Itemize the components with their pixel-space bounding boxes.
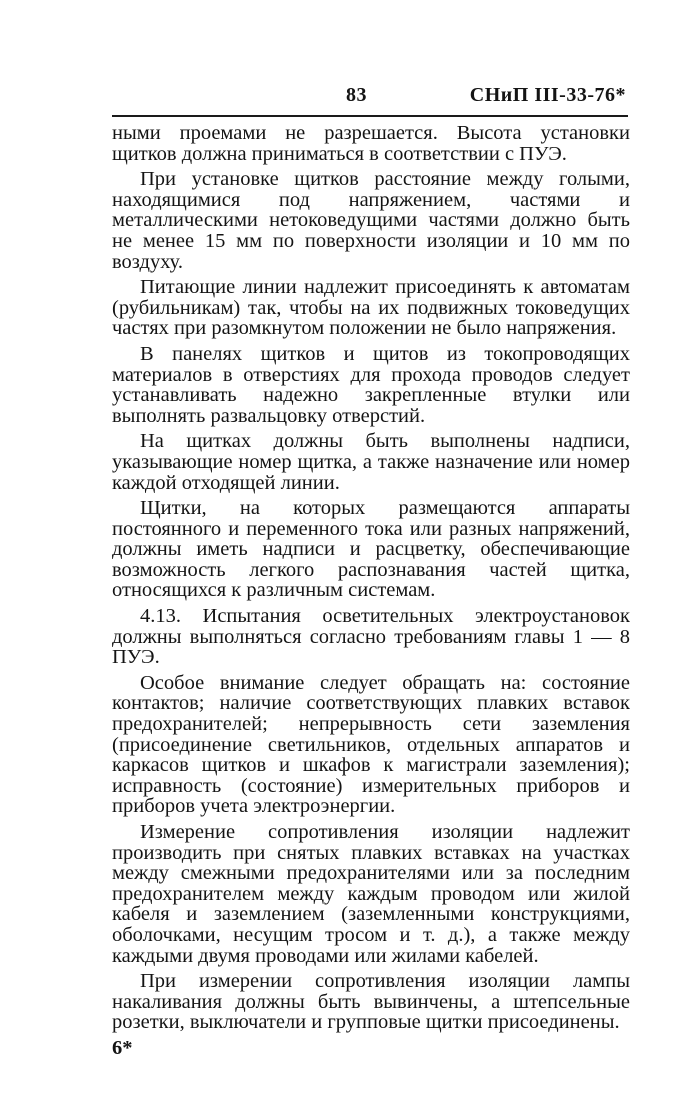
paragraph: При измерении сопротивления изоляции лампы накаливания должны быть вывинчены, а штепсельные розетки, выключатели и групповые щитки присоединены. [112, 970, 630, 1034]
paragraph: Измерение сопротивления изоляции надлежит производить при снятых плавких вставках на участках между смежными предохранителями или за последним предохранителем между каждым проводом или жилой кабеля и заземлением (заземленными конструкциями, оболочками, несущим тросом и т. д.), а также между каждыми двумя проводами или жилами кабелей. [112, 821, 630, 967]
signature-mark: 6* [112, 1036, 133, 1059]
document-code: СНиП III-33-76* [469, 84, 626, 106]
paragraph: В панелях щитков и щитов из токопроводящих материалов в отверстиях для прохода проводов следует устанавливать надежно закрепленные втулки или выполнять развальцовку отверстий. [112, 342, 630, 427]
paragraph: При установке щитков расстояние между голыми, находящимися под напряжением, частями и металлическими нетоковедущими частями должно быть не менее 15 мм по поверхности изоляции и 10 мм по воздуху. [112, 168, 630, 273]
paragraph: Питающие линии надлежит присоединять к автоматам (рубильникам) так, чтобы на их подвижных токоведущих частях при разомкнутом положении не было напряжения. [112, 276, 630, 340]
paragraph: ными проемами не разрешается. Высота установки щитков должна приниматься в соответствии с ПУЭ. [112, 122, 630, 165]
section-paragraph: 4.13. Испытания осветительных электроустановок должны выполняться согласно требованиям главы 1 — 8 ПУЭ. [112, 605, 630, 669]
page-header [112, 84, 630, 110]
header-rule [112, 115, 628, 117]
paragraph: На щитках должны быть выполнены надписи, указывающие номер щитка, а также назначение или номер каждой отходящей линии. [112, 430, 630, 494]
paragraph: Особое внимание следует обращать на: состояние контактов; наличие соответствующих плавких вставок предохранителей; непрерывность сети заземления (присоединение светильников, отдельных аппаратов и каркасов щитков и шкафов к магистрали заземления); исправность (состояние) измерительных приборов и приборов учета электроэнергии. [112, 671, 630, 818]
paragraph: Щитки, на которых размещаются аппараты постоянного и переменного тока или разных напряжений, должны иметь надписи и расцветку, обеспечивающие возможность легкого распознавания частей щитка, относящихся к различным системам. [112, 497, 630, 602]
page-number: 83 [346, 84, 367, 106]
body-text [112, 123, 630, 1059]
